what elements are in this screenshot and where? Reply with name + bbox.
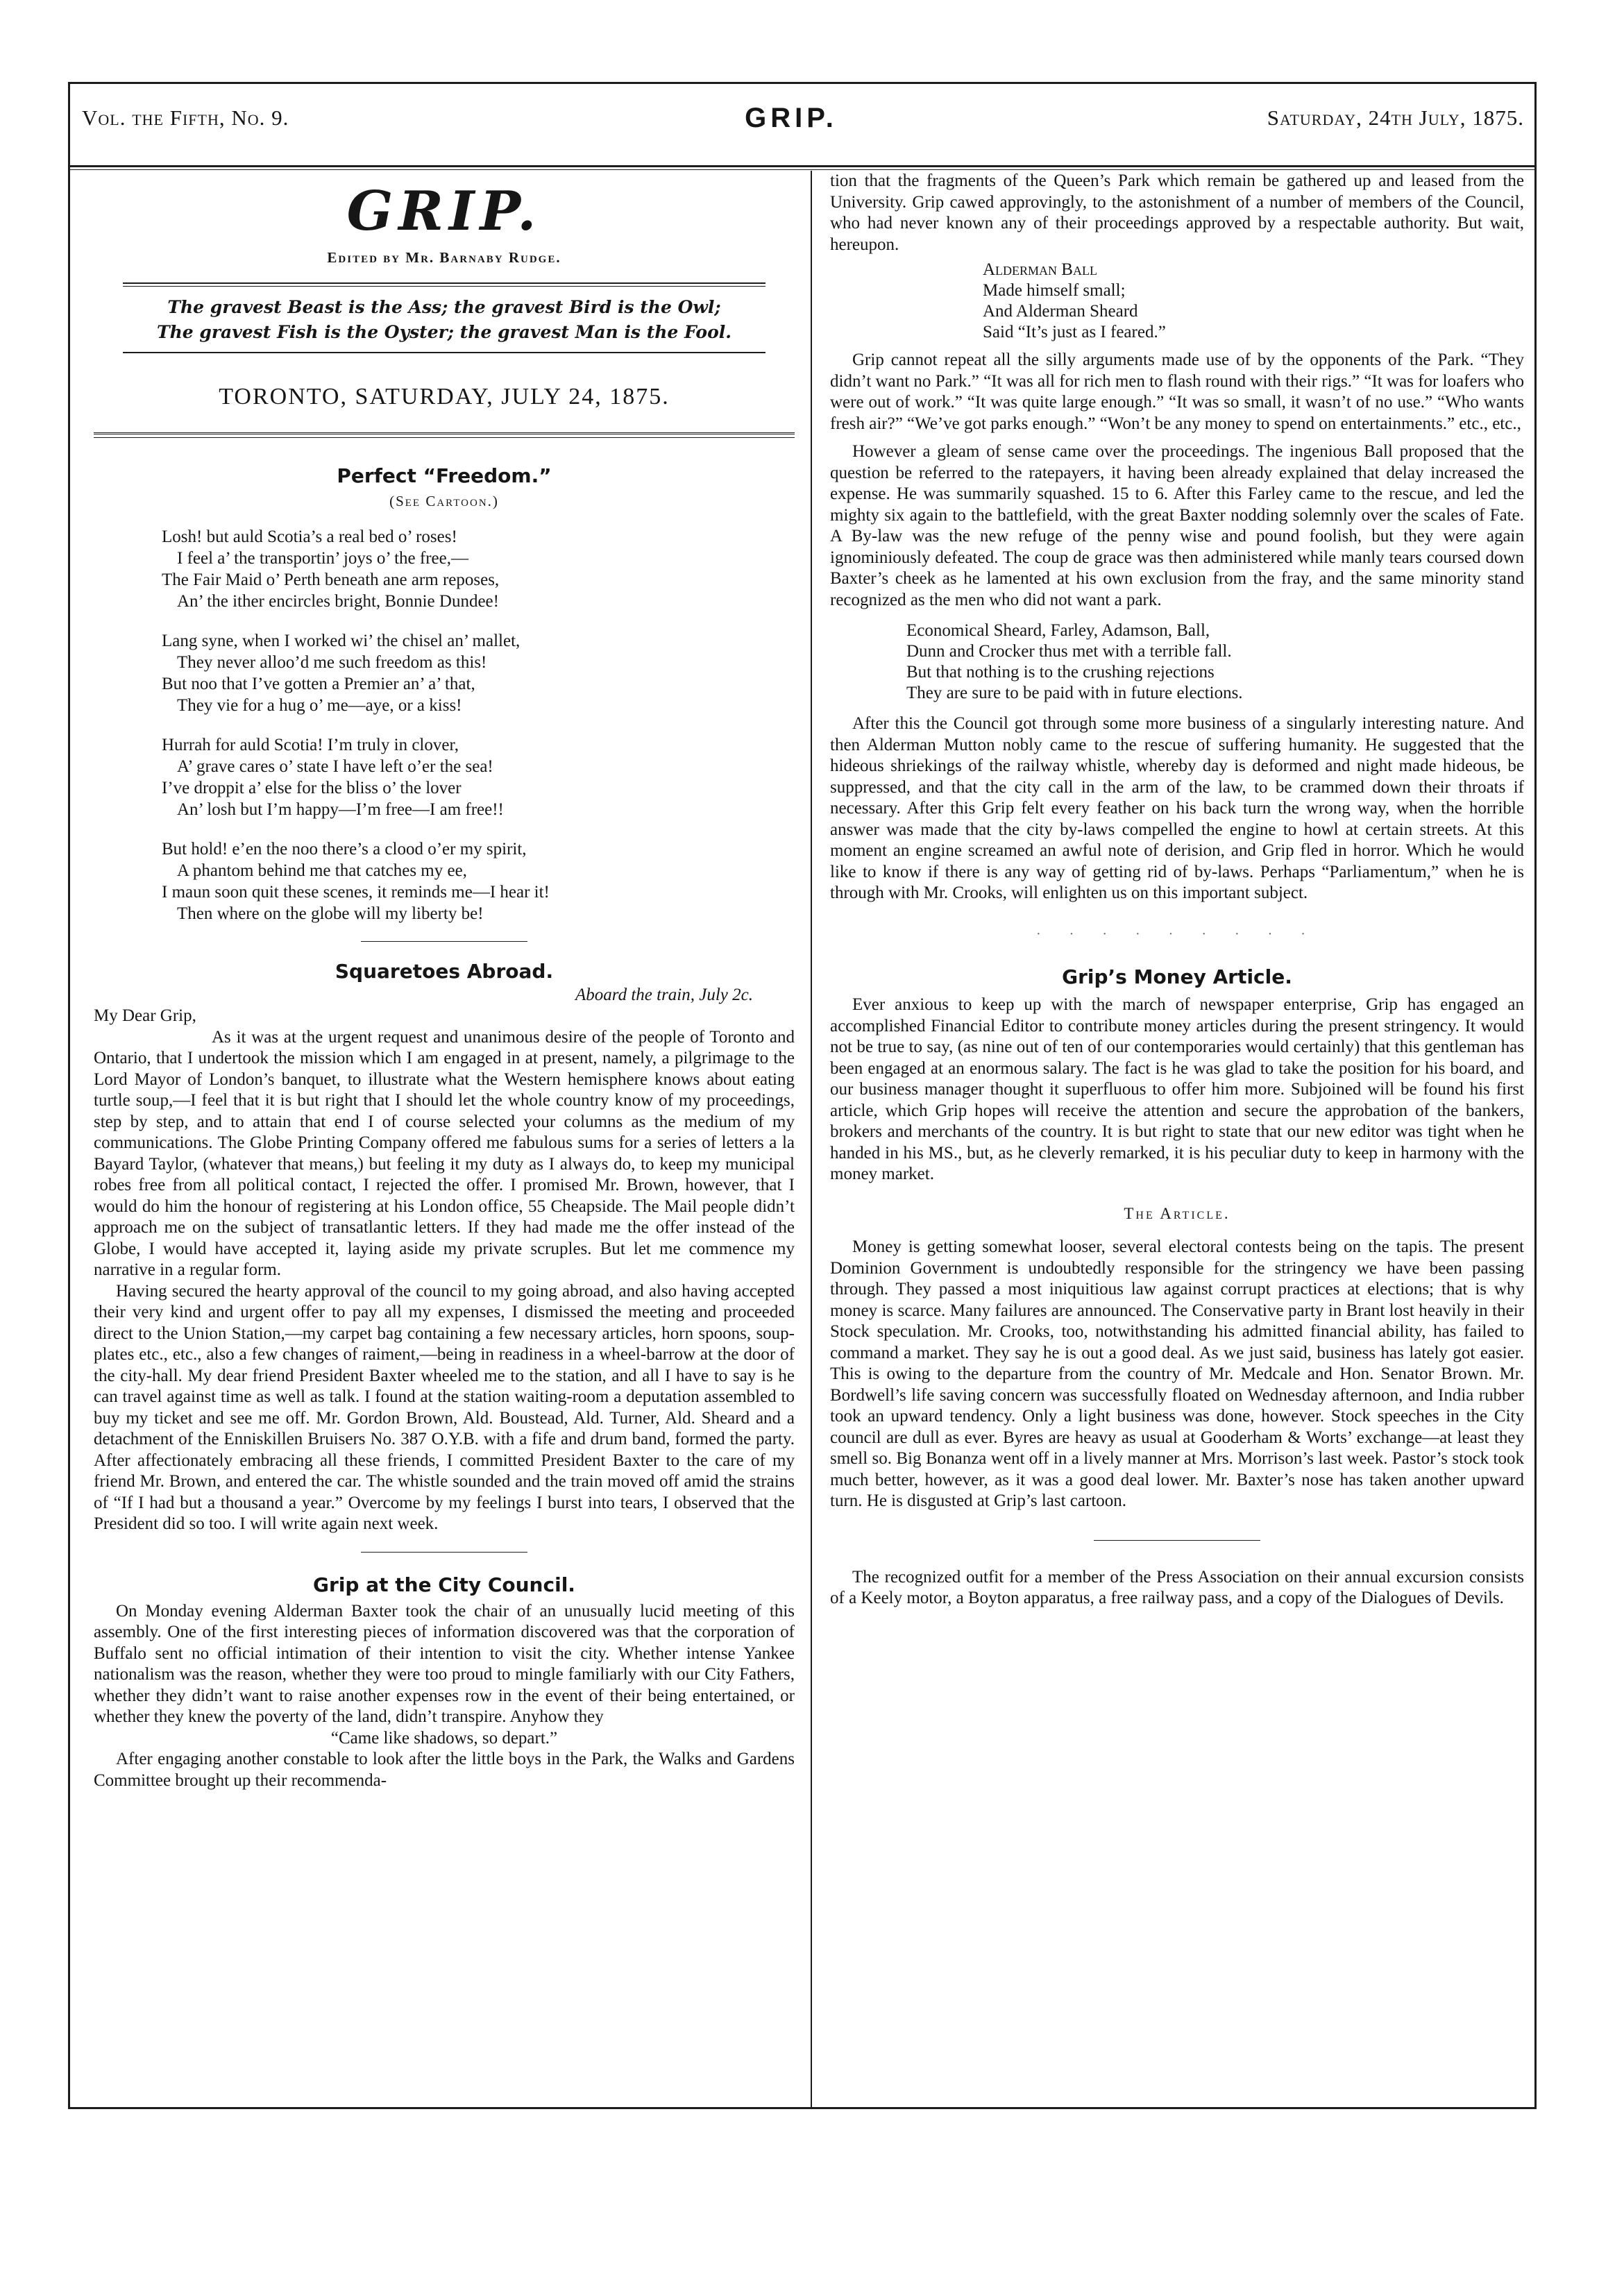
motto-line-1: The gravest Beast is the Ass; the gravest Bird is the Owl; <box>167 296 721 317</box>
poem-line: But noo that I’ve gotten a Premier an’ a’ that, <box>162 674 475 693</box>
column-divider <box>811 171 812 2108</box>
verse-line: They are sure to be paid with in future elections. <box>906 684 1243 702</box>
poem-line: An’ the ither encircles bright, Bonnie Dundee! <box>177 591 499 611</box>
verse-line: Alderman Ball <box>983 260 1097 279</box>
motto-rule-top <box>123 282 766 284</box>
poem-line: Then where on the globe will my liberty be! <box>177 904 484 923</box>
volume-number: Vol. the Fifth, No. 9. <box>82 105 289 130</box>
poem-line: Losh! but auld Scotia’s a real bed o’ roses! <box>162 527 457 546</box>
section-divider-dots: · · · · · · · · · <box>1036 926 1318 942</box>
council-verse-2 <box>906 620 1524 704</box>
header-title: GRIP. <box>745 103 838 133</box>
verse-line: But that nothing is to the crushing rejections <box>906 663 1215 682</box>
poem-line: They never alloo’d me such freedom as this! <box>177 652 487 672</box>
poem-stanza <box>162 734 795 820</box>
squaretoes-paragraph: As it was at the urgent request and unanimous desire of the people of Toronto and Ontario, that I undertook the mission which I am engaged in at present, namely, a pilgrimage to the Lord Mayor of London’s banquet, to illustrate what the Western hemisphere knows about eating turtle soup,—I feel that it is but right that I should let the whole country know of my proceedings, step by step, and to attain that end I of course selected your columns as the medium of my communications. The Globe Printing Company offered me fabulous sums for a series of letters a la Bayard Taylor, (whatever that means,) but feeling it my duty as I always do, to keep my municipal robes free from all political contact, I rejected the offer. I promised Mr. Brown, however, that I would do him the honour of registering at his London office, 55 Cheapside. The Mail people didn’t approach me on the subject of transatlantic letters. If they had made me the offer instead of the Globe, I would have accepted it, laying aside my private scruples. But let me commence my narrative in a regular form. <box>94 1027 795 1279</box>
verse-line: Economical Sheard, Farley, Adamson, Ball, <box>906 621 1210 640</box>
poem-line: They vie for a hug o’ me—aye, or a kiss! <box>177 695 462 715</box>
poem-line: But hold! e’en the noo there’s a clood o’er my spirit, <box>162 839 527 859</box>
squaretoes-heading: Squaretoes Abroad. <box>335 959 554 983</box>
poem-stanza <box>162 630 795 716</box>
motto-line-2: The gravest Fish is the Oyster; the gravest Man is the Fool. <box>157 321 731 342</box>
masthead-title: GRIP. <box>346 180 542 243</box>
squaretoes-paragraph: Having secured the hearty approval of the council to my going abroad, and also having accepted their very kind and urgent offer to pay all my expenses, I dismissed the meeting and proceeded direct to the Union Station,—my carpet bag containing a few necessary articles, horn spoons, soup-plates etc., etc., also a few changes of raiment,—being in readiness in a wheel-barrow at the door of the city-hall. My dear friend President Baxter wheeled me to the station, and all I have to say is he can travel against time as well as talk. I found at the station waiting-room a deputation assembled to buy my ticket and see me off. Mr. Gordon Brown, Ald. Boustead, Ald. Turner, Ald. Sheard and a detachment of the Enniskillen Bruisers No. 387 O.Y.B. with a fife and drum band, formed the party. After affectionately embracing all these friends, I committed President Baxter to the care of my friend Mr. Brown, and entered the car. The whistle sounded and the train moved off amid the strains of “If I had but a thousand a year.” Overcome by my feelings I burst into tears, I observed that the President did so too. I will write again next week. <box>94 1281 795 1533</box>
dateline-rule <box>94 432 795 438</box>
section-rule <box>361 941 527 942</box>
verse-line: Made himself small; <box>983 281 1126 300</box>
issue-dateline: TORONTO, SATURDAY, JULY 24, 1875. <box>219 383 670 409</box>
money-heading: Grip’s Money Article. <box>1062 965 1292 988</box>
poem-stanza <box>162 838 795 924</box>
poem-line: Hurrah for auld Scotia! I’m truly in clover, <box>162 735 459 754</box>
running-header <box>68 87 1537 165</box>
council-paragraph-continued: tion that the fragments of the Queen’s Park which remain be gathered up and leased from the University. Grip cawed approvingly, to the astonishment of a number of members of the Council, who had never known any of their proceedings approved by a respectable authority. But wait, hereupon. <box>830 171 1524 254</box>
article-heading: The Article. <box>1124 1204 1230 1222</box>
freedom-poem <box>162 526 795 924</box>
poem-line: An’ losh but I’m happy—I’m free—I am free!! <box>177 800 504 819</box>
poem-stanza <box>162 526 795 612</box>
header-bottom-rule <box>68 165 1537 167</box>
poem-line: I feel a’ the transportin’ joys o’ the free,— <box>177 548 468 568</box>
motto-rule-top-thin <box>123 286 766 287</box>
money-paragraph: Money is getting somewhat looser, several electoral contests being on the tapis. The present Dominion Government is undoubtedly responsible for the stringency we have been passing through. They passed a most iniquitious law against corrupt practices at elections; that is why money is scarce. Many failures are announced. The Conservative party in Brant lost heavily in their Stock speculation. Mr. Crooks, too, notwithstanding his admitted financial ability, has failed to command a market. They say he is out a good deal. As we just said, business has lately got easier. This is owing to the departure from the country of Mr. Medcale and Hon. Senator Brown. Mr. Bordwell’s life saving concern was successfully floated on Wednesday afternoon, and India rubber took an upward tendency. Only a light business was done, however. Stock speeches in the City council are dull as ever. Byres are heavy as usual at Gooderham & Worts’ exchange—at least they smell so. Big Bonanza went off in a lively manner at Mrs. Morrison’s last week. Pastor’s stock took much better, however, as it was a good deal lower. Mr. Baxter’s nose has taken another upward turn. He is disgusted at Grip’s last cartoon. <box>830 1237 1524 1510</box>
council-quote: “Came like shadows, so depart.” <box>330 1728 558 1748</box>
motto-rule-bottom <box>123 352 766 353</box>
money-paragraph: Ever anxious to keep up with the march of newspaper enterprise, Grip has engaged an accomplished Financial Editor to contribute money articles during the present stringency. It would not be true to say, (as nine out of ten of our contemporaries would certainly) that this gentleman has been engaged at an enormous salary. The fact is he was glad to take the position for his board, and our business manager thought it superfluous to offer him more. Subjoined will be found his first article, which Grip hopes will receive the attention and secure the approbation of the bankers, brokers and merchants of the country. It is but right to state that our new editor was tight when he handed in his MS., but, as he cleverly remarked, it is his peculiar duty to keep in harmony with the money market. <box>830 995 1524 1183</box>
poem-line: I maun soon quit these scenes, it reminds me—I hear it! <box>162 882 550 902</box>
poem-line: The Fair Maid o’ Perth beneath ane arm reposes, <box>162 570 500 589</box>
section-rule <box>1094 1540 1260 1541</box>
motto <box>94 295 795 345</box>
verse-line: Dunn and Crocker thus met with a terrible fall. <box>906 642 1232 661</box>
poem-line: I’ve droppit a’ else for the bliss o’ the lover <box>162 778 462 797</box>
verse-line: And Alderman Sheard <box>983 302 1138 321</box>
council-paragraph: Grip cannot repeat all the silly arguments made use of by the opponents of the Park. “They didn’t want no Park.” “It was all for rich men to flash round with their rigs.” “It was for loafers who were out of work.” “It was quite large enough.” “It was so small, it wasn’t of no use.” “Who wants fresh air?” “We’ve got parks enough.” “Won’t be any money to spend on entertainments.” etc., etc., <box>830 350 1524 433</box>
header-bottom-rule-thin <box>68 169 1537 170</box>
editor-line: Edited by Mr. Barnaby Rudge. <box>327 249 561 266</box>
council-heading: Grip at the City Council. <box>313 1573 575 1596</box>
bottom-border <box>68 2107 1537 2109</box>
poem-line: A phantom behind me that catches my ee, <box>177 861 467 880</box>
issue-date: Saturday, 24th July, 1875. <box>1267 105 1524 130</box>
verse-line: Said “It’s just as I feared.” <box>983 323 1166 341</box>
section-rule <box>361 1552 527 1553</box>
council-verse <box>983 260 1524 343</box>
freedom-subheading: (See Cartoon.) <box>389 493 499 509</box>
council-paragraph: After this the Council got through some more business of a singularly interesting nature. And then Alderman Mutton nobly came to the rescue of suffering humanity. He suggested that the hideous shriekings of the railway whistle, whereby day is deformed and night made hideous, be suppressed, and that the city call in the arm of the law, to be crammed down their throats if necessary. After this Grip felt every feather on his back turn the wrong way, when the horrible answer was made that the city by-laws compelled the engine to howl at certain streets. At this moment an engine screamed an awful note of derision, and Grip fled in horror. Which he would like to know if there is any way of getting rid of by-laws. Perhaps “Parliamentum,” when he is through with Mr. Crooks, will enlighten us on this important subject. <box>830 714 1524 902</box>
right-column <box>830 171 1524 1609</box>
left-column <box>94 171 795 1791</box>
squaretoes-dateline: Aboard the train, July 2c. <box>575 985 753 1004</box>
council-paragraph: However a gleam of sense came over the proceedings. The ingenious Ball proposed that the question be referred to the ratepayers, it having been already explained that delay increased the expense. He was summarily squashed. 15 to 6. After this Farley came to the rescue, and led the mighty six again to the battlefield, with the great Baxter nodding solemnly over the scales of Fate. A By-law was the new refuge of the penny wise and pound foolish, but they were again ignominiously defeated. The coup de grace was then administered while manly tears coursed down Baxter’s cheek as he lamented at his own exclusion from the fray, and the same minority stand recognized as the men who did not want a park. <box>830 442 1524 609</box>
poem-line: Lang syne, when I worked wi’ the chisel an’ mallet, <box>162 631 521 650</box>
freedom-heading: Perfect “Freedom.” <box>337 464 552 487</box>
press-paragraph: The recognized outfit for a member of the Press Association on their annual excursion consists of a Keely motor, a Boyton apparatus, a free railway pass, and a copy of the Dialogues of Devils. <box>830 1567 1524 1607</box>
squaretoes-salutation: My Dear Grip, <box>94 1006 196 1025</box>
poem-line: A’ grave cares o’ state I have left o’er the sea! <box>177 756 493 776</box>
council-paragraph: On Monday evening Alderman Baxter took the chair of an unusually lucid meeting of this assembly. One of the first interesting pieces of information discovered was that the corporation of Buffalo sent no official intimation of their intention to visit the city. Whether intense Yankee nationalism was the reason, whether they were too proud to mingle familiarly with our City Fathers, whether they didn’t want to raise another expenses row in the event of their being entertained, or whether they knew the poverty of the land, didn’t transpire. Anyhow they <box>94 1601 795 1726</box>
council-paragraph: After engaging another constable to look after the little boys in the Park, the Walks and Gardens Committee brought up their recommenda- <box>94 1750 795 1790</box>
